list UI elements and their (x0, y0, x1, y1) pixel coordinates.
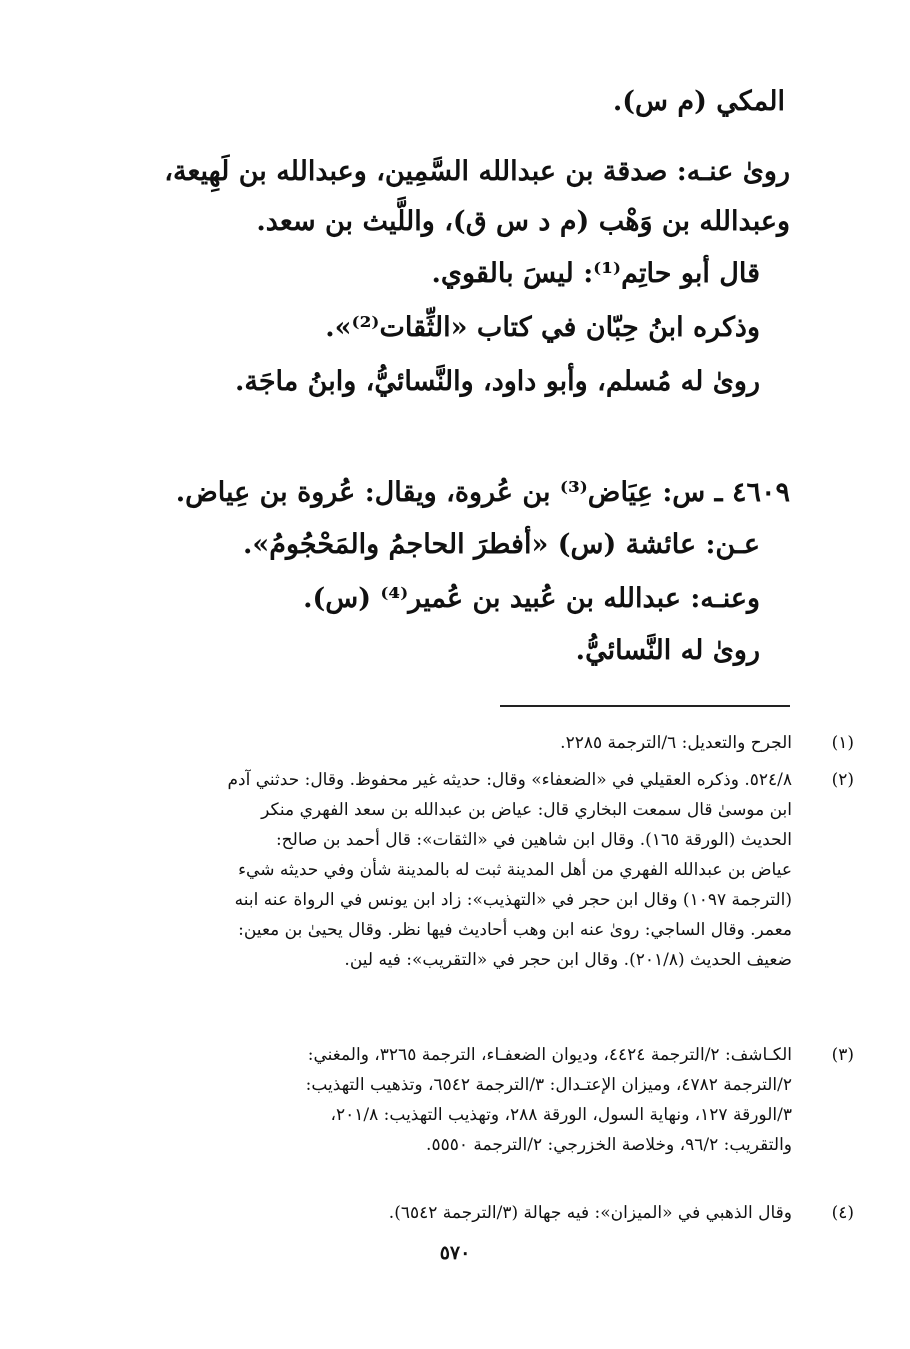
text-line-9: وعنـه: عبدالله بن عُبيد بن عُمير⁽⁴⁾ (س). (303, 583, 760, 614)
text-line-10: روىٰ له النَّسائيُّ. (575, 635, 760, 666)
footnote-line: معمر. وقال الساجي: روىٰ عنه ابن وهب أحاديث فيها نظر. وقال يحيىٰ بن معين: (238, 920, 792, 940)
text-line-1: المكي (م س). (612, 86, 785, 117)
footnote-3 (120, 1040, 854, 1160)
footnote-line: (الترجمة ١٠٩٧) وقال ابن حجر في «التهذيب»: زاد ابن يونس في الرواة عنه ابنه (234, 890, 792, 910)
footnote-line: الحديث (الورقة ١٦٥). وقال ابن شاهين في «الثقات»: قال أحمد بن صالح: (275, 830, 792, 850)
footnote-line: ٣/الورقة ١٢٧، ونهاية السول، الورقة ٢٨٨، وتهذيب التهذيب: ٢٠١/٨، (330, 1105, 792, 1125)
footnote-2 (120, 765, 854, 975)
text-line-8: عـن: عائشة (س) «أفطرَ الحاجمُ والمَحْجُومُ». (242, 529, 760, 560)
text-line-3: وعبدالله بن وَهْب (م د س ق)، واللَّيث بن سعد. (256, 206, 790, 237)
footnote-line: الكـاشف: ٢/الترجمة ٤٤٢٤، وديوان الضعفـاء، الترجمة ٣٢٦٥، والمغني: (307, 1045, 792, 1065)
footnote-number: (٤) (831, 1203, 854, 1223)
footnote-line: ٢/الترجمة ٤٧٨٢، وميزان الإعتـدال: ٣/الترجمة ٦٥٤٢، وتذهيب التهذيب: (305, 1075, 792, 1095)
text-line-6: روىٰ له مُسلم، وأبو داود، والنَّسائيُّ، وابنُ ماجَة. (234, 366, 760, 397)
entry-heading-4609: ٤٦٠٩ ـ س: عِيَاض⁽³⁾ بن عُروة، ويقال: عُروة بن عِياض. (175, 477, 790, 508)
footnote-line: عياض بن عبدالله الفهري من أهل المدينة ثبت له بالمدينة شأن وفي حديثه شيء (238, 860, 792, 880)
page-number: ٥٧٠ (439, 1242, 471, 1264)
footnote-number: (١) (831, 733, 854, 753)
text-line-5: وذكره ابنُ حِبّان في كتاب «الثِّقات⁽²⁾». (325, 312, 760, 343)
footnote-line: وقال الذهبي في «الميزان»: فيه جهالة (٣/الترجمة ٦٥٤٢). (388, 1203, 792, 1223)
footnote-line: ابن موسىٰ قال سمعت البخاري قال: عياض بن عبدالله بن سعد الفهري منكر (261, 800, 792, 820)
footnote-number: (٣) (831, 1045, 854, 1065)
text-line-4: قال أبو حاتِم⁽¹⁾: ليسَ بالقوي. (431, 258, 760, 289)
text-line-2: روىٰ عنـه: صدقة بن عبدالله السَّمِين، وعبدالله بن لَهِيعة، (164, 156, 790, 187)
footnote-line: ٥٢٤/٨. وذكره العقيلي في «الضعفاء» وقال: حديثه غير محفوظ. وقال: حدثني آدم (227, 770, 792, 790)
footnote-line: والتقريب: ٩٦/٢، وخلاصة الخزرجي: ٢/الترجمة ٥٥٥٠. (426, 1135, 792, 1155)
footnote-line: ضعيف الحديث (٢٠١/٨). وقال ابن حجر في «التقريب»: فيه لين. (344, 950, 792, 970)
footnote-1 (120, 728, 854, 758)
footnote-line: الجرح والتعديل: ٦/الترجمة ٢٢٨٥. (560, 733, 792, 753)
footnote-separator (500, 705, 790, 707)
footnote-number: (٢) (831, 770, 854, 790)
footnote-4 (120, 1198, 854, 1228)
